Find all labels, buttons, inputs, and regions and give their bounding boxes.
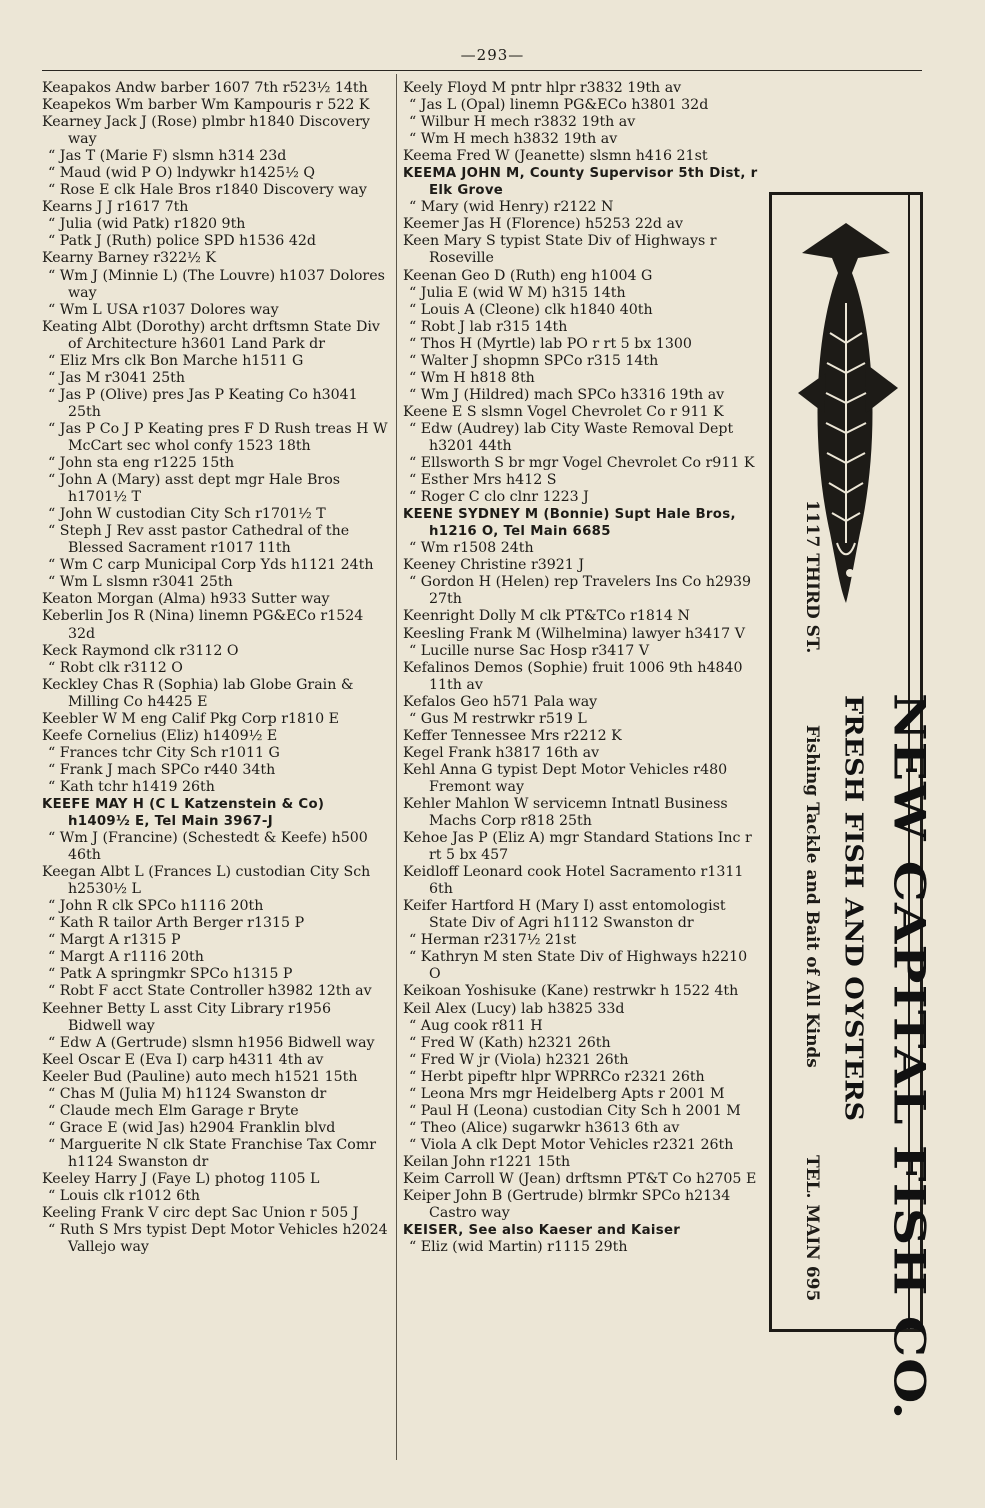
directory-entry: “ Fred W jr (Viola) h2321 26th bbox=[409, 1051, 629, 1068]
ad-phone: TEL. MAIN 695 bbox=[802, 1155, 822, 1302]
directory-entry: “ Lucille nurse Sac Hosp r3417 V bbox=[409, 642, 650, 659]
directory-entry: Keeley Harry J (Faye L) photog 1105 L bbox=[42, 1171, 320, 1187]
directory-entry: “ Roger C clo clnr 1223 J bbox=[409, 489, 589, 506]
directory-entry: “ Jas T (Marie F) slsmn h314 23d bbox=[48, 148, 287, 165]
directory-entry: “ Gus M restrwkr r519 L bbox=[409, 710, 587, 727]
directory-entry: “ Wm C carp Municipal Corp Yds h1121 24th bbox=[48, 557, 374, 574]
directory-entry: “ Mary (wid Henry) r2122 N bbox=[409, 199, 614, 216]
directory-entry: “ Julia E (wid W M) h315 14th bbox=[409, 284, 626, 301]
directory-entry: “ Patk A springmkr SPCo h1315 P bbox=[48, 966, 293, 983]
directory-entry: “ Claude mech Elm Garage r Bryte bbox=[48, 1102, 299, 1119]
directory-entry: Keilan John r1221 15th bbox=[403, 1153, 571, 1170]
directory-entry: “ Kathryn M sten State Div of Highways h2210 O bbox=[409, 949, 748, 983]
directory-entry: Keim Carroll W (Jean) drftsmn PT&T Co h2705 E bbox=[403, 1171, 757, 1187]
directory-entry: Keeler Bud (Pauline) auto mech h1521 15th bbox=[42, 1068, 358, 1085]
directory-entry: KEENE SYDNEY M (Bonnie) Supt Hale Bros, h1216 O, Tel Main 6685 bbox=[403, 507, 736, 540]
directory-entry: Keifer Hartford H (Mary I) asst entomologist State Div of Agri h1112 Swanston dr bbox=[403, 898, 726, 932]
directory-entry: Keffer Tennessee Mrs r2212 K bbox=[403, 727, 622, 744]
directory-entry: Keenright Dolly M clk PT&TCo r1814 N bbox=[403, 608, 690, 625]
ad-subtitle: FRESH FISH AND OYSTERS bbox=[839, 695, 867, 1122]
directory-entry: Kearney Jack J (Rose) plmbr h1840 Discovery way bbox=[42, 114, 370, 148]
directory-entry: Keel Oscar E (Eva I) carp h4311 4th av bbox=[42, 1051, 324, 1068]
directory-entry: “ Jas M r3041 25th bbox=[48, 369, 186, 386]
directory-entry: “ Kath tchr h1419 26th bbox=[48, 778, 215, 795]
directory-entry: Keapakos Andw barber 1607 7th r523½ 14th bbox=[42, 80, 368, 96]
directory-entry: Keck Raymond clk r3112 O bbox=[42, 642, 239, 659]
advertisement bbox=[769, 192, 934, 1421]
directory-entry: “ Fred W (Kath) h2321 26th bbox=[409, 1034, 611, 1051]
directory-entry: “ Robt clk r3112 O bbox=[48, 659, 183, 676]
directory-entry: Keeling Frank V circ dept Sac Union r 505 J bbox=[42, 1205, 359, 1222]
directory-entry: “ Paul H (Leona) custodian City Sch h 2001 M bbox=[409, 1102, 741, 1119]
directory-entry: Keidloff Leonard cook Hotel Sacramento r1311 6th bbox=[403, 864, 744, 898]
directory-entry: “ Jas P (Olive) pres Jas P Keating Co h3041 25th bbox=[48, 386, 358, 420]
directory-entry: “ Maud (wid P O) lndywkr h1425½ Q bbox=[48, 165, 315, 182]
directory-entry: “ Kath R tailor Arth Berger r1315 P bbox=[48, 915, 305, 932]
directory-entry: “ Jas P Co J P Keating pres F D Rush treas H W McCart sec whol confy 1523 18th bbox=[48, 420, 388, 454]
directory-entry: Kearns J J r1617 7th bbox=[42, 199, 189, 216]
bleed-through-text bbox=[925, 60, 985, 240]
directory-entry: “ Herman r2317½ 21st bbox=[409, 932, 577, 949]
directory-entry: “ Wm L USA r1037 Dolores way bbox=[48, 301, 279, 318]
directory-entry: Keikoan Yoshisuke (Kane) restrwkr h 1522 4th bbox=[403, 983, 739, 1000]
directory-entry: “ Ellsworth S br mgr Vogel Chevrolet Co r911 K bbox=[409, 455, 755, 472]
directory-entry: Keefe Cornelius (Eliz) h1409½ E bbox=[42, 727, 278, 744]
directory-entry: “ Steph J Rev asst pastor Cathedral of the Blessed Sacrament r1017 11th bbox=[48, 523, 350, 557]
directory-entry: “ Thos H (Myrtle) lab PO r rt 5 bx 1300 bbox=[409, 335, 692, 352]
directory-entry: KEISER, See also Kaeser and Kaiser bbox=[403, 1223, 681, 1239]
directory-entry: “ Marguerite N clk State Franchise Tax Comr h1124 Swanston dr bbox=[48, 1136, 377, 1170]
directory-entry: Keely Floyd M pntr hlpr r3832 19th av bbox=[403, 80, 682, 96]
directory-entry: “ Gordon H (Helen) rep Travelers Ins Co h2939 27th bbox=[409, 574, 752, 608]
directory-entry: Kehl Anna G typist Dept Motor Vehicles r480 Fremont way bbox=[403, 761, 728, 795]
directory-entry: “ Julia (wid Patk) r1820 9th bbox=[48, 216, 246, 233]
directory-entry: Keckley Chas R (Sophia) lab Globe Grain & Milling Co h4425 E bbox=[42, 676, 354, 710]
directory-entry: Keberlin Jos R (Nina) linemn PG&ECo r1524 32d bbox=[42, 608, 364, 642]
directory-entry: “ John sta eng r1225 15th bbox=[48, 455, 235, 472]
directory-entry: “ Wm H mech h3832 19th av bbox=[409, 131, 618, 148]
ad-company-name: NEW CAPITAL FISH CO. bbox=[883, 693, 934, 1421]
ad-address: 1117 THIRD ST. bbox=[802, 500, 822, 654]
directory-entry: “ Walter J shopmn SPCo r315 14th bbox=[409, 352, 659, 369]
directory-entry: Keiper John B (Gertrude) blrmkr SPCo h2134 Castro way bbox=[403, 1188, 731, 1222]
directory-entry: “ Chas M (Julia M) h1124 Swanston dr bbox=[48, 1085, 327, 1102]
directory-entry: “ Frances tchr City Sch r1011 G bbox=[48, 744, 280, 761]
column-divider bbox=[396, 74, 397, 1460]
directory-entry: Kehler Mahlon W servicemn Intnatl Business Machs Corp r818 25th bbox=[403, 795, 728, 830]
directory-entry: “ Wm J (Francine) (Schestedt & Keefe) h500 46th bbox=[48, 830, 368, 864]
directory-entry: Keating Albt (Dorothy) archt drftsmn State Div of Architecture h3601 Land Park dr bbox=[42, 318, 380, 352]
directory-entry: Kefalinos Demos (Sophie) fruit 1006 9th h4840 11th av bbox=[403, 659, 743, 693]
directory-entry: “ Edw (Audrey) lab City Waste Removal Dept h3201 44th bbox=[409, 420, 734, 454]
directory-entry: “ Eliz Mrs clk Bon Marche h1511 G bbox=[48, 352, 304, 369]
directory-entry: Keapekos Wm barber Wm Kampouris r 522 K bbox=[42, 97, 370, 114]
directory-entry: Keeney Christine r3921 J bbox=[403, 557, 585, 574]
directory-entry: “ Wilbur H mech r3832 19th av bbox=[409, 114, 636, 131]
directory-entry: “ Louis A (Cleone) clk h1840 40th bbox=[409, 301, 653, 318]
directory-entry: “ Herbt pipeftr hlpr WPRRCo r2321 26th bbox=[409, 1068, 705, 1085]
directory-entry: Keehner Betty L asst City Library r1956 Bidwell way bbox=[42, 1000, 331, 1034]
directory-entry: “ Grace E (wid Jas) h2904 Franklin blvd bbox=[48, 1119, 336, 1136]
directory-entry: “ Viola A clk Dept Motor Vehicles r2321 26th bbox=[409, 1136, 734, 1153]
directory-entry: “ Margt A r1315 P bbox=[48, 932, 181, 949]
directory-entry: “ Esther Mrs h412 S bbox=[409, 472, 557, 489]
directory-entry: “ John A (Mary) asst dept mgr Hale Bros h1701½ T bbox=[48, 472, 341, 506]
directory-entry: “ John R clk SPCo h1116 20th bbox=[48, 898, 264, 915]
directory-entry: “ Robt F acct State Controller h3982 12th av bbox=[48, 983, 372, 1000]
directory-entry: “ Wm J (Minnie L) (The Louvre) h1037 Dolores way bbox=[48, 267, 385, 301]
directory-entry: “ Jas L (Opal) linemn PG&ECo h3801 32d bbox=[409, 97, 709, 114]
directory-entry: “ Edw A (Gertrude) slsmn h1956 Bidwell way bbox=[48, 1034, 375, 1051]
directory-entry: “ Ruth S Mrs typist Dept Motor Vehicles h2024 Vallejo way bbox=[48, 1222, 388, 1256]
directory-entry: “ Robt J lab r315 14th bbox=[409, 318, 568, 335]
directory-entry: “ Wm r1508 24th bbox=[409, 540, 534, 557]
directory-entry: Kearny Barney r322½ K bbox=[42, 250, 216, 267]
directory-entry: Keesling Frank M (Wilhelmina) lawyer h3417 V bbox=[403, 625, 745, 642]
directory-entry: “ Rose E clk Hale Bros r1840 Discovery way bbox=[48, 182, 367, 199]
directory-entry: Keema Fred W (Jeanette) slsmn h416 21st bbox=[403, 148, 708, 165]
directory-column-middle bbox=[403, 80, 759, 1256]
directory-entry: Keil Alex (Lucy) lab h3825 33d bbox=[403, 1000, 625, 1017]
directory-entry: Keen Mary S typist State Div of Highways r Roseville bbox=[403, 233, 717, 267]
directory-column-left bbox=[42, 80, 388, 1256]
directory-entry: “ John W custodian City Sch r1701½ T bbox=[48, 506, 326, 523]
directory-entry: “ Patk J (Ruth) police SPD h1536 42d bbox=[48, 233, 316, 250]
directory-entry: Keaton Morgan (Alma) h933 Sutter way bbox=[42, 591, 330, 608]
directory-entry: “ Wm J (Hildred) mach SPCo h3316 19th av bbox=[409, 386, 725, 403]
directory-entry: Kehoe Jas P (Eliz A) mgr Standard Stations Inc r rt 5 bx 457 bbox=[403, 830, 752, 864]
directory-entry: “ Wm L slsmn r3041 25th bbox=[48, 574, 233, 591]
directory-entry: “ Leona Mrs mgr Heidelberg Apts r 2001 M bbox=[409, 1085, 725, 1102]
directory-entry: KEEMA JOHN M, County Supervisor 5th Dist, r Elk Grove bbox=[403, 166, 758, 199]
directory-entry: “ Margt A r1116 20th bbox=[48, 949, 204, 966]
directory-entry: “ Aug cook r811 H bbox=[409, 1017, 543, 1034]
directory-entry: Keemer Jas H (Florence) h5253 22d av bbox=[403, 216, 684, 233]
directory-entry: “ Theo (Alice) sugarwkr h3613 6th av bbox=[409, 1119, 680, 1136]
ad-tagline: Fishing Tackle and Bait of All Kinds bbox=[802, 725, 822, 1068]
directory-entry: “ Louis clk r1012 6th bbox=[48, 1188, 201, 1205]
directory-entry: “ Frank J mach SPCo r440 34th bbox=[48, 761, 276, 778]
directory-entry: “ Wm H h818 8th bbox=[409, 369, 535, 386]
directory-entry: Keene E S slsmn Vogel Chevrolet Co r 911 K bbox=[403, 403, 724, 420]
directory-entry: Kefalos Geo h571 Pala way bbox=[403, 693, 598, 710]
directory-entry: Keebler W M eng Calif Pkg Corp r1810 E bbox=[42, 710, 339, 727]
directory-entry: Keegan Albt L (Frances L) custodian City Sch h2530½ L bbox=[42, 864, 371, 898]
directory-entry: Keenan Geo D (Ruth) eng h1004 G bbox=[403, 267, 653, 284]
directory-entry: KEEFE MAY H (C L Katzenstein & Co) h1409½ E, Tel Main 3967-J bbox=[42, 796, 325, 830]
page-number: —293— bbox=[460, 46, 525, 64]
directory-entry: “ Eliz (wid Martin) r1115 29th bbox=[409, 1239, 628, 1256]
directory-entry: Kegel Frank h3817 16th av bbox=[403, 744, 600, 761]
top-rule bbox=[42, 70, 922, 71]
